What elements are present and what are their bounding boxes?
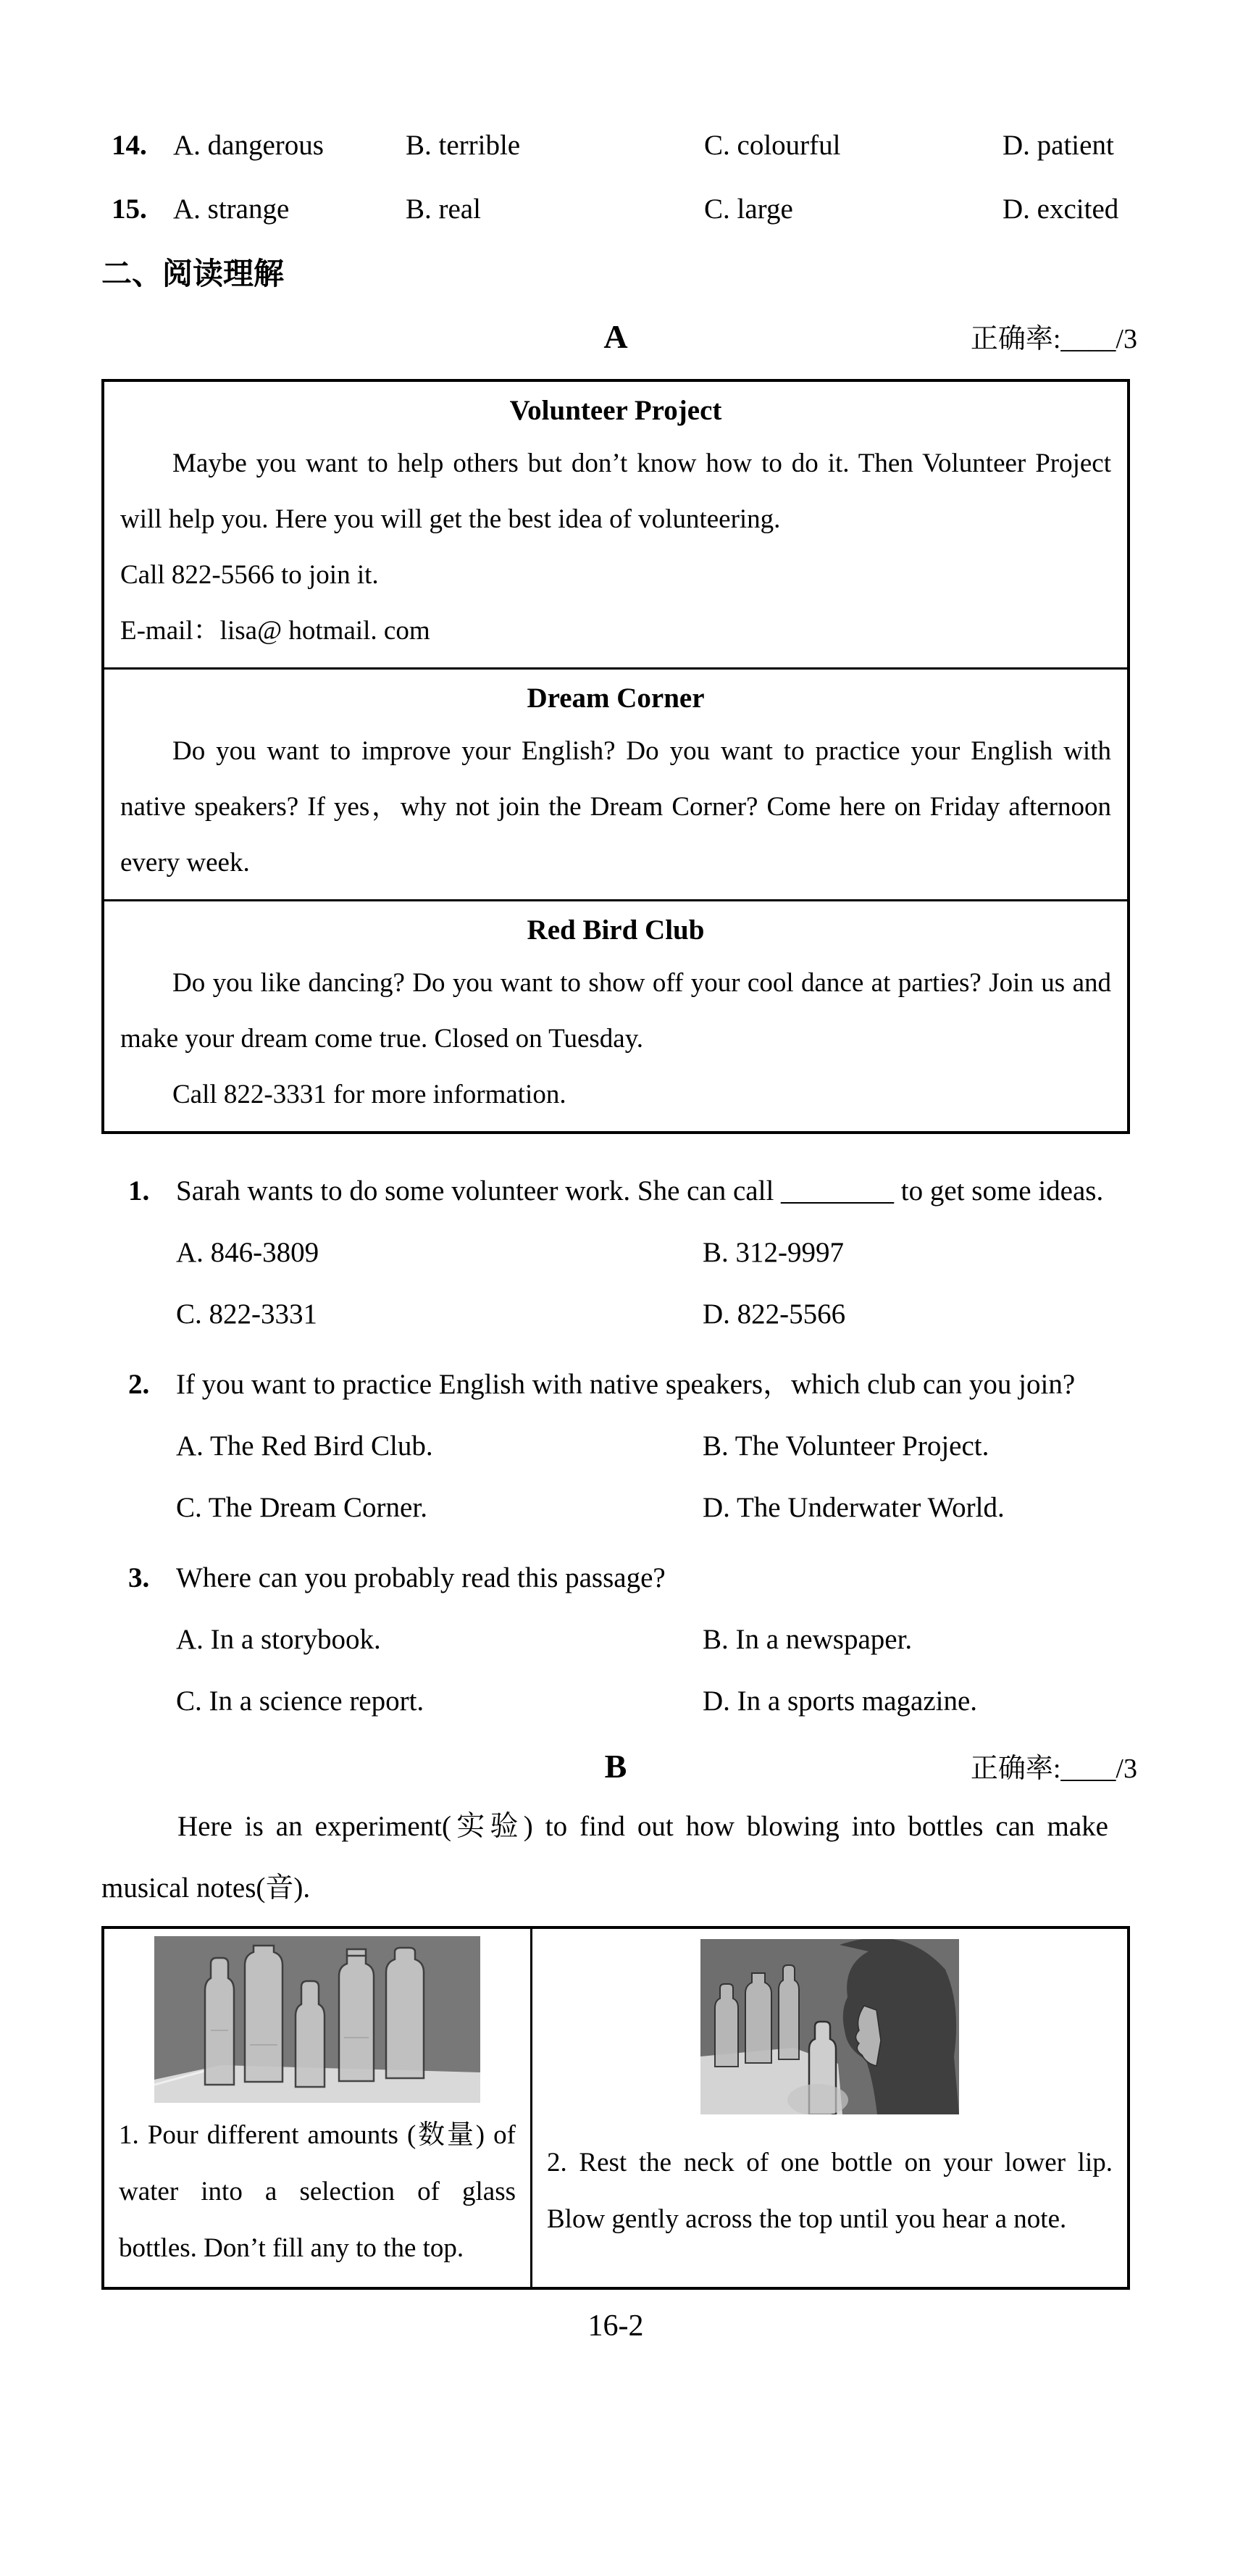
question-text bbox=[128, 1160, 1130, 1222]
bottles-photo bbox=[154, 1936, 480, 2103]
blowing-photo bbox=[700, 1939, 959, 2114]
question-text bbox=[128, 1547, 1130, 1609]
question-number: 1. bbox=[128, 1175, 150, 1206]
passage-b-intro: Here is an experiment(实验) to find out how blowing into bottles can make musical notes(音). bbox=[101, 1811, 1108, 1904]
question-number: 15. bbox=[112, 193, 147, 225]
passage-a-questions bbox=[101, 1160, 1130, 1732]
question-number: 14. bbox=[112, 130, 147, 161]
option-d: D. patient bbox=[1003, 130, 1114, 161]
passage-label-b: B bbox=[604, 1748, 627, 1785]
ad-dream-corner bbox=[104, 667, 1127, 899]
passage-label-a: A bbox=[603, 318, 628, 355]
question-body: Where can you probably read this passage? bbox=[176, 1562, 666, 1593]
question-1 bbox=[128, 1160, 1130, 1345]
ad-call-line: Call 822-5566 to join it. bbox=[120, 560, 379, 590]
option-b: B. The Volunteer Project. bbox=[703, 1430, 989, 1462]
score-blank-b: 正确率:____/3 bbox=[970, 1754, 1137, 1784]
experiment-step-2-text: 2. Rest the neck of one bottle on your lower lip. Blow gently across the top until you hear a note. bbox=[547, 2148, 1113, 2234]
question-body: Sarah wants to do some volunteer work. She can call ________ to get some ideas. bbox=[176, 1175, 1104, 1206]
option-b: B. terrible bbox=[406, 130, 521, 161]
reading-box bbox=[101, 379, 1130, 1134]
option-d: D. 822-5566 bbox=[703, 1299, 846, 1330]
option-c: C. In a science report. bbox=[176, 1685, 424, 1717]
question-3 bbox=[128, 1547, 1130, 1732]
option-d: D. The Underwater World. bbox=[703, 1492, 1005, 1523]
option-a: A. dangerous bbox=[173, 130, 324, 161]
option-a: A. In a storybook. bbox=[176, 1624, 381, 1655]
experiment-step-1-text: 1. Pour different amounts (数量) of water into a selection of glass bottles. Don’t fill any to the top. bbox=[119, 2120, 516, 2263]
section-title: 二、阅读理解 bbox=[101, 257, 285, 291]
question-options bbox=[176, 1609, 1130, 1732]
ad-call-line: Call 822-3331 for more information. bbox=[172, 1080, 566, 1109]
cloze-item-14 bbox=[112, 127, 1130, 164]
ad-volunteer-project bbox=[104, 382, 1127, 667]
score-blank-a: 正确率:____/3 bbox=[970, 324, 1137, 354]
cloze-item-15 bbox=[112, 191, 1130, 228]
ad-paragraph: Do you like dancing? Do you want to show off your cool dance at parties? Join us and make your dream come true. Closed on Tuesday. bbox=[120, 968, 1111, 1054]
question-2 bbox=[128, 1354, 1130, 1538]
question-number: 2. bbox=[128, 1369, 150, 1400]
ad-red-bird-club bbox=[104, 899, 1127, 1131]
page-number: 16-2 bbox=[587, 2309, 644, 2343]
passage-a-header bbox=[101, 314, 1137, 360]
question-number: 3. bbox=[128, 1562, 150, 1593]
ad-title: Red Bird Club bbox=[527, 914, 705, 946]
option-b: B. 312-9997 bbox=[703, 1237, 844, 1268]
ad-title: Volunteer Project bbox=[509, 395, 722, 426]
option-c: C. large bbox=[704, 193, 793, 225]
question-options bbox=[176, 1415, 1130, 1538]
question-text bbox=[128, 1354, 1130, 1415]
experiment-step-2-cell bbox=[532, 1929, 1127, 2287]
ad-paragraph: Maybe you want to help others but don’t know how to do it. Then Volunteer Project will help you. Here you will get the best idea of volunteering. bbox=[120, 449, 1111, 534]
option-c: C. colourful bbox=[704, 130, 841, 161]
option-d: D. excited bbox=[1003, 193, 1119, 225]
option-a: A. strange bbox=[173, 193, 290, 225]
experiment-step-1-cell bbox=[104, 1929, 532, 2287]
option-a: A. The Red Bird Club. bbox=[176, 1430, 433, 1462]
passage-b-header bbox=[101, 1743, 1137, 1790]
ad-title: Dream Corner bbox=[527, 683, 705, 714]
ad-email-line: E-mail：lisa@ hotmail. com bbox=[120, 616, 430, 646]
option-c: C. The Dream Corner. bbox=[176, 1492, 427, 1523]
ad-paragraph: Do you want to improve your English? Do you want to practice your English with native speakers? If yes，why not join the Dream Corner? Come here on Friday afternoon every week. bbox=[120, 736, 1111, 878]
question-body: If you want to practice English with native speakers，which club can you join? bbox=[176, 1369, 1076, 1400]
option-a: A. 846-3809 bbox=[176, 1237, 319, 1268]
option-b: B. real bbox=[406, 193, 481, 225]
question-options bbox=[176, 1222, 1130, 1345]
experiment-table bbox=[101, 1926, 1130, 2290]
option-c: C. 822-3331 bbox=[176, 1299, 317, 1330]
option-b: B. In a newspaper. bbox=[703, 1624, 913, 1655]
option-d: D. In a sports magazine. bbox=[703, 1685, 978, 1717]
